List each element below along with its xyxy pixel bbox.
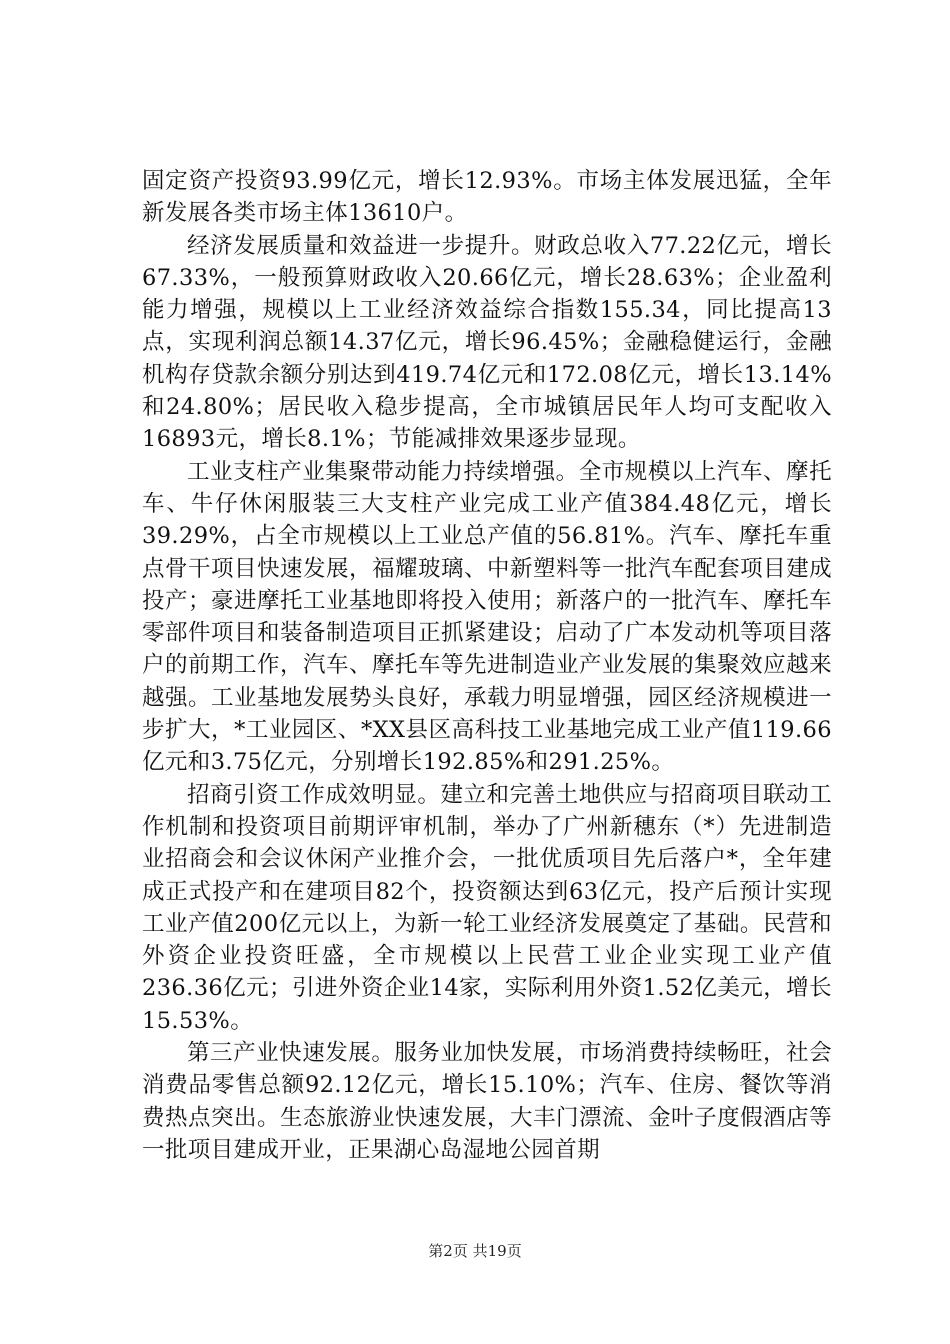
paragraph-economic-quality: 经济发展质量和效益进一步提升。财政总收入77.22亿元，增长67.33%，一般预算财政收入20.66亿元，增长28.63%；企业盈利能力增强，规模以上工业经济效益综合指数155.34，同比提高13点，实现利润总额14.37亿元，增长96.45%；金融稳健运行，金融机构存贷款余额分别达到419.74亿元和172.08亿元，增长13.14%和24.80%；居民收入稳步提高，全市城镇居民年人均可支配收入16893元，增长8.1%；节能减排效果逐步显现。	[142, 232, 832, 453]
page-number-label: 第2页 共19页	[428, 1242, 522, 1260]
page-footer	[0, 1241, 950, 1261]
paragraph-industrial-pillars: 工业支柱产业集聚带动能力持续增强。全市规模以上汽车、摩托车、牛仔休闲服装三大支柱产业完成工业产值384.48亿元，增长39.29%，占全市规模以上工业总产值的56.81%。汽车、摩托车重点骨干项目快速发展，福耀玻璃、中新塑料等一批汽车配套项目建成投产；豪进摩托工业基地即将投入使用；新落户的一批汽车、摩托车零部件项目和装备制造项目正抓紧建设；启动了广本发动机等项目落户的前期工作，汽车、摩托车等先进制造业产业发展的集聚效应越来越强。工业基地发展势头良好，承载力明显增强，园区经济规模进一步扩大，*工业园区、*XX县区高科技工业基地完成工业产值119.66亿元和3.75亿元，分别增长192.85%和291.25%。	[142, 458, 832, 776]
paragraph-investment: 固定资产投资93.99亿元，增长12.93%。市场主体发展迅猛，全年新发展各类市场主体13610户。	[142, 168, 832, 227]
document-body	[142, 165, 832, 1166]
paragraph-investment-attraction: 招商引资工作成效明显。建立和完善土地供应与招商项目联动工作机制和投资项目前期评审机制，举办了广州新穗东（*）先进制造业招商会和会议休闲产业推介会，一批优质项目先后落户*，全年建成正式投产和在建项目82个，投资额达到63亿元，投产后预计实现工业产值200亿元以上，为新一轮工业经济发展奠定了基础。民营和外资企业投资旺盛，全市规模以上民营工业企业实现工业产值236.36亿元；引进外资企业14家，实际利用外资1.52亿美元，增长15.53%。	[142, 781, 832, 1034]
paragraph-tertiary-industry: 第三产业快速发展。服务业加快发展，市场消费持续畅旺，社会消费品零售总额92.12亿元，增长15.10%；汽车、住房、餐饮等消费热点突出。生态旅游业快速发展，大丰门漂流、金叶子度假酒店等一批项目建成开业，正果湖心岛湿地公园首期	[142, 1040, 832, 1163]
